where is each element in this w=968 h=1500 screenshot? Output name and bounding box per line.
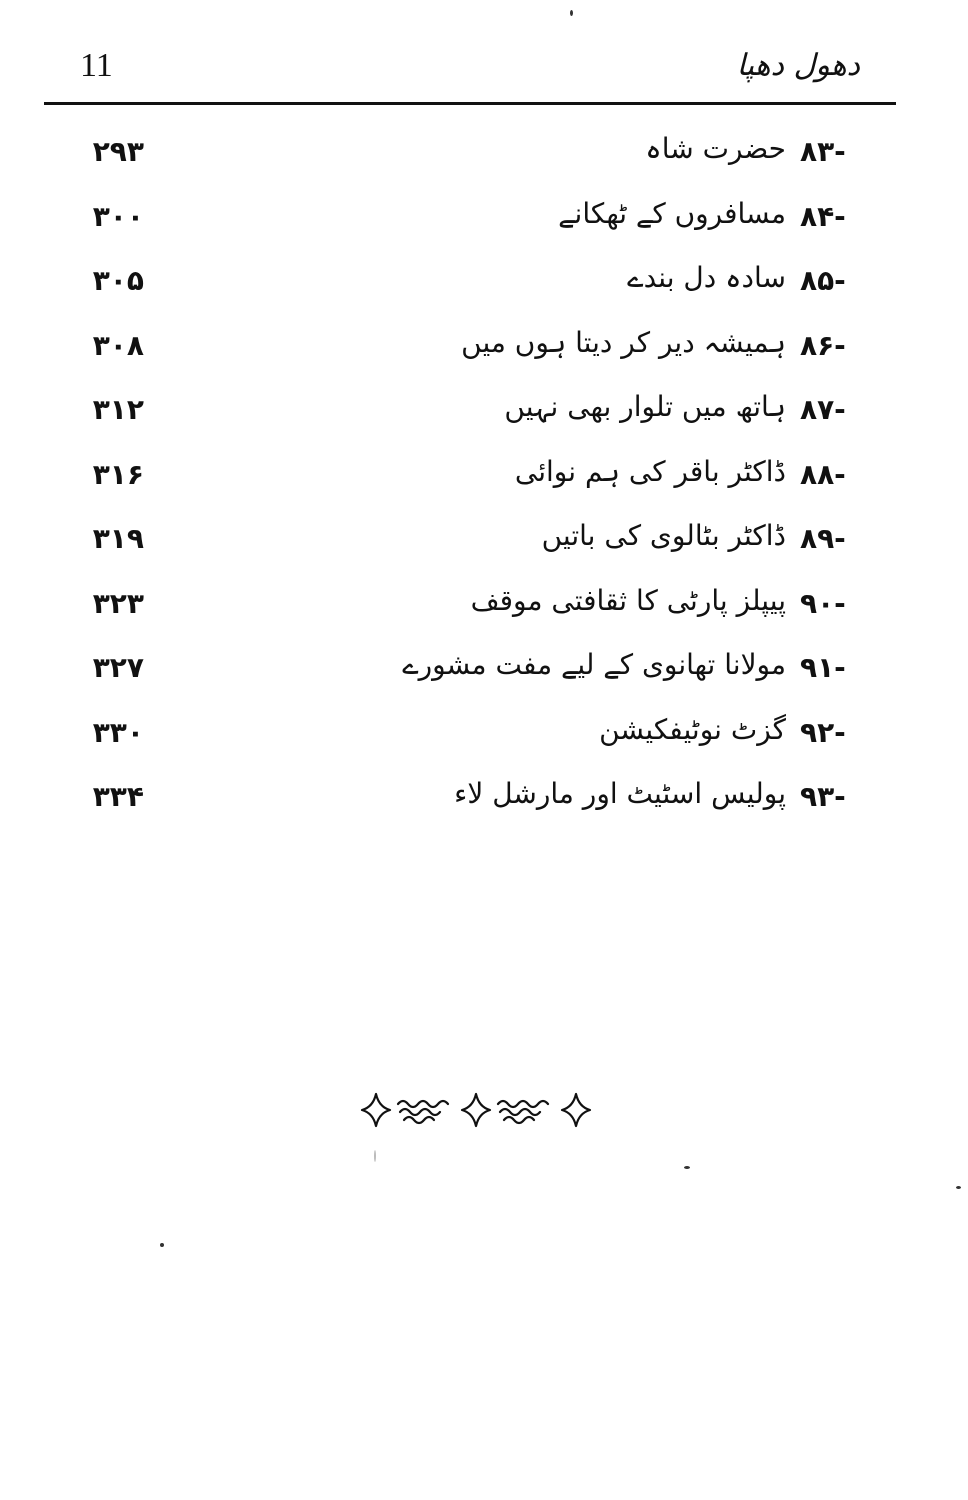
header-rule [44, 102, 896, 105]
print-speck [570, 10, 573, 16]
toc-row [60, 251, 872, 316]
entry-page-number: ۳۱۶ [92, 457, 144, 491]
entry-number: ۸۶- [800, 328, 846, 362]
entry-title: مسافروں کے ٹھکانے [558, 196, 786, 230]
entry-number: ۸۵- [800, 264, 846, 297]
entry-page-number: ۳۰۵ [92, 264, 144, 297]
toc-row [60, 574, 872, 639]
print-speck [684, 1166, 690, 1169]
running-title: دھول دھپا [736, 48, 860, 83]
toc-row [60, 638, 872, 703]
toc-row [60, 122, 872, 187]
entry-number: ۸۸- [800, 457, 846, 491]
entry-page-number: ۳۰۰ [92, 199, 144, 233]
toc-row [60, 380, 872, 445]
toc-row [60, 703, 872, 768]
entry-number: ۸۹- [800, 522, 846, 555]
toc-row [60, 767, 872, 832]
table-of-contents [60, 122, 872, 832]
entry-number: ۸۴- [800, 199, 846, 233]
wave-flourish-icon [398, 1101, 448, 1123]
entry-title: مولانا تھانوی کے لیے مفت مشورے [402, 648, 786, 681]
wave-flourish-icon [498, 1101, 548, 1123]
toc-row [60, 445, 872, 510]
toc-row [60, 187, 872, 252]
entry-title: ڈاکٹر بٹالوی کی باتیں [541, 519, 786, 552]
entry-title: پیپلز پارٹی کا ثقافتی موقف [470, 583, 786, 617]
print-speck [374, 1150, 376, 1162]
entry-page-number: ۳۱۹ [92, 522, 144, 555]
entry-number: ۸۳- [800, 135, 846, 168]
page-number: 11 [80, 47, 113, 84]
toc-row [60, 509, 872, 574]
four-point-star-icon [362, 1094, 390, 1126]
entry-number: ۹۱- [800, 651, 846, 684]
print-speck [956, 1186, 961, 1189]
toc-row [60, 316, 872, 381]
entry-number: ۸۷- [800, 393, 846, 426]
entry-page-number: ۲۹۳ [92, 135, 144, 168]
entry-number: ۹۰- [800, 586, 846, 620]
four-point-star-icon [562, 1094, 590, 1126]
entry-page-number: ۳۱۲ [92, 393, 144, 426]
entry-page-number: ۳۰۸ [92, 328, 144, 362]
entry-page-number: ۳۲۷ [92, 651, 144, 684]
entry-title: سادہ دل بندے [627, 261, 786, 294]
entry-number: ۹۲- [800, 715, 846, 749]
entry-page-number: ۳۳۰ [92, 715, 144, 749]
entry-title: حضرت شاہ [645, 132, 786, 165]
end-ornament [360, 1090, 592, 1130]
entry-number: ۹۳- [800, 780, 846, 813]
entry-title: ڈاکٹر باقر کی ہم نوائی [514, 454, 786, 488]
entry-page-number: ۳۲۳ [92, 586, 144, 620]
four-point-star-icon [462, 1094, 490, 1126]
entry-title: ہمیشہ دیر کر دیتا ہوں میں [461, 325, 786, 359]
entry-title: ہاتھ میں تلوار بھی نہیں [504, 390, 786, 423]
entry-title: پولیس اسٹیٹ اور مارشل لاء [454, 777, 786, 810]
print-speck [160, 1243, 164, 1247]
entry-page-number: ۳۳۴ [92, 780, 144, 813]
entry-title: گزٹ نوٹیفکیشن [599, 712, 786, 746]
